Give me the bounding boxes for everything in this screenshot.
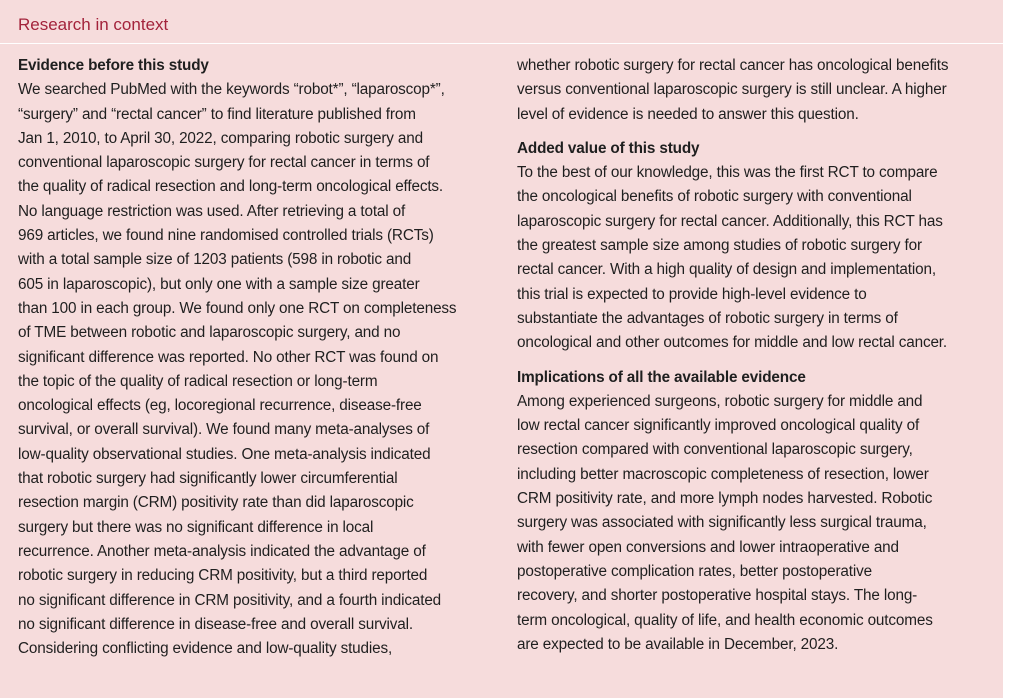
text-line: with a total sample size of 1203 patients (598 in robotic and: [18, 251, 412, 269]
text-line: low rectal cancer significantly improved oncological quality of: [517, 417, 920, 435]
section-body-evidence-before-continued: [517, 54, 999, 127]
text-line: no significant difference in disease-free and overall survival.: [18, 615, 414, 633]
section-body-evidence-before: [18, 78, 500, 661]
text-line: significant difference was reported. No other RCT was found on: [18, 348, 439, 366]
text-line: the quality of radical resection and long-term oncological effects.: [18, 178, 444, 196]
text-line: surgery but there was no significant difference in local: [18, 518, 374, 536]
section-heading-added-value: Added value of this study: [517, 139, 700, 157]
section-added-value: [517, 137, 999, 356]
right-column: [517, 54, 999, 657]
section-heading-implications: Implications of all the available evidence: [517, 368, 806, 386]
text-line: postoperative complication rates, better postoperative: [517, 562, 872, 580]
text-line: level of evidence is needed to answer this question.: [517, 105, 859, 123]
text-line: rectal cancer. With a high quality of design and implementation,: [517, 261, 936, 279]
text-line: are expected to be available in December, 2023.: [517, 635, 839, 653]
title-divider: [0, 43, 1003, 44]
text-line: of TME between robotic and laparoscopic surgery, and no: [18, 324, 401, 342]
text-line: the topic of the quality of radical resection or long-term: [18, 372, 378, 390]
text-line: resection margin (CRM) positivity rate than did laparoscopic: [18, 494, 414, 512]
text-line: recurrence. Another meta-analysis indicated the advantage of: [18, 542, 426, 560]
text-line: robotic surgery in reducing CRM positivity, but a third reported: [18, 567, 428, 585]
text-line: We searched PubMed with the keywords “robot*”, “laparoscop*”,: [18, 81, 445, 99]
panel-title: Research in context: [18, 15, 169, 34]
text-line: resection compared with conventional laparoscopic surgery,: [517, 441, 913, 459]
text-line: no significant difference in CRM positivity, and a fourth indicated: [18, 591, 442, 609]
section-heading-evidence-before: Evidence before this study: [18, 57, 209, 74]
text-line: versus conventional laparoscopic surgery is still unclear. A higher: [517, 81, 947, 99]
text-line: term oncological, quality of life, and health economic outcomes: [517, 611, 933, 629]
text-line: whether robotic surgery for rectal cancer has oncological benefits: [517, 57, 949, 74]
text-line: including better macroscopic completeness of resection, lower: [517, 465, 929, 483]
text-line: 969 articles, we found nine randomised controlled trials (RCTs): [18, 227, 434, 245]
text-line: than 100 in each group. We found only one RCT on completeness: [18, 299, 457, 317]
text-line: conventional laparoscopic surgery for rectal cancer in terms of: [18, 154, 430, 172]
text-line: survival, or overall survival). We found many meta-analyses of: [18, 421, 430, 439]
text-line: that robotic surgery had significantly lower circumferential: [18, 470, 398, 488]
section-body-implications: [517, 390, 999, 657]
text-line: recovery, and shorter postoperative hospital stays. The long-: [517, 587, 918, 605]
text-line: CRM positivity rate, and more lymph nodes harvested. Robotic: [517, 490, 933, 508]
text-line: Jan 1, 2010, to April 30, 2022, comparing robotic surgery and: [18, 129, 423, 147]
text-line: oncological and other outcomes for middle and low rectal cancer.: [517, 334, 948, 352]
text-line: “surgery” and “rectal cancer” to find literature published from: [18, 105, 416, 123]
text-line: substantiate the advantages of robotic surgery in terms of: [517, 309, 898, 327]
text-line: To the best of our knowledge, this was the first RCT to compare: [517, 164, 938, 182]
text-line: Considering conflicting evidence and low-quality studies,: [18, 640, 393, 658]
section-implications: [517, 366, 999, 658]
text-line: Among experienced surgeons, robotic surgery for middle and: [517, 392, 923, 410]
text-line: the oncological benefits of robotic surgery with conventional: [517, 188, 912, 206]
text-line: surgery was associated with significantly less surgical trauma,: [517, 514, 927, 532]
left-column: [18, 54, 500, 661]
section-evidence-before-continued: [517, 54, 999, 127]
text-line: oncological effects (eg, locoregional recurrence, disease-free: [18, 397, 422, 415]
text-line: this trial is expected to provide high-level evidence to: [517, 285, 867, 303]
text-line: laparoscopic surgery for rectal cancer. Additionally, this RCT has: [517, 212, 943, 230]
text-line: 605 in laparoscopic), but only one with a sample size greater: [18, 275, 420, 293]
section-body-added-value: [517, 161, 999, 355]
text-line: with fewer open conversions and lower intraoperative and: [517, 538, 899, 556]
text-line: the greatest sample size among studies of robotic surgery for: [517, 237, 922, 255]
text-line: low-quality observational studies. One meta-analysis indicated: [18, 445, 431, 463]
text-line: No language restriction was used. After retrieving a total of: [18, 202, 406, 220]
section-evidence-before: [18, 54, 500, 661]
